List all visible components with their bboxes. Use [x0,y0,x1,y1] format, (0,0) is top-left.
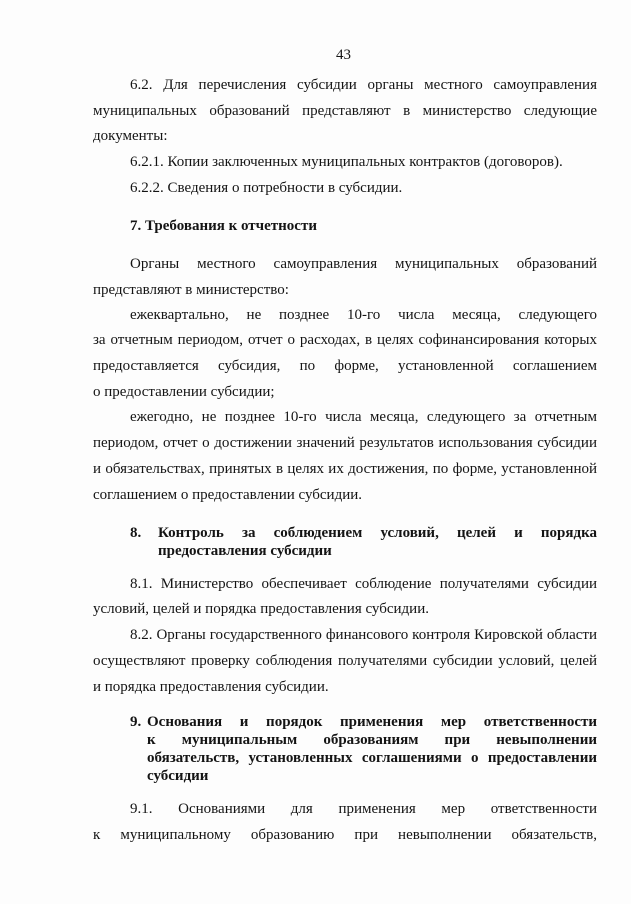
section-number: 9. [130,714,142,730]
section-heading: обязательств, установленных соглашениями о предоставлении [147,750,597,766]
section-heading: 7. Требования к отчетности [130,218,317,234]
text-line: и порядка предоставления субсидии. [93,679,329,695]
text-line: к муниципальному образованию при невыполнении обязательств, [93,827,597,843]
text-line: условий, целей и порядка предоставления субсидии. [93,601,429,617]
text-line: за отчетным периодом, отчет о расходах, в целях софинансирования которых [93,332,597,348]
section-heading: Основания и порядок применения мер ответственности [147,714,597,730]
text-line: и обязательствах, принятых в целях их достижения, по форме, установленной [93,461,597,477]
text-line: предоставляется субсидия, по форме, установленной соглашением [93,358,597,374]
text-line: документы: [93,128,168,144]
text-line: 6.2.1. Копии заключенных муниципальных контрактов (договоров). [130,154,563,170]
text-line: периодом, отчет о достижении значений результатов использования субсидии [93,435,597,451]
text-line: Органы местного самоуправления муниципальных образований [130,256,597,272]
text-line: 6.2. Для перечисления субсидии органы местного самоуправления [130,77,597,93]
text-line: представляют в министерство: [93,282,289,298]
section-heading: субсидии [147,768,209,784]
text-line: соглашением о предоставлении субсидии. [93,487,363,503]
text-line: ежегодно, не позднее 10-го числа месяца, следующего за отчетным [130,409,597,425]
section-heading: Контроль за соблюдением условий, целей и порядка [158,525,597,541]
section-heading: предоставления субсидии [158,543,332,559]
section-heading: к муниципальным образованиям при невыполнении [147,732,597,748]
text-line: осуществляют проверку соблюдения получателями субсидии условий, целей [93,653,597,669]
text-line: 8.1. Министерство обеспечивает соблюдение получателями субсидии [130,576,597,592]
page-number: 43 [336,47,351,63]
text-line: 9.1. Основаниями для применения мер ответственности [130,801,597,817]
text-line: муниципальных образований представляют в министерство следующие [93,103,597,119]
text-line: ежеквартально, не позднее 10-го числа месяца, следующего [130,307,597,323]
section-number: 8. [130,525,142,541]
text-line: 8.2. Органы государственного финансового контроля Кировской области [130,627,597,643]
text-line: 6.2.2. Сведения о потребности в субсидии. [130,180,403,196]
text-line: о предоставлении субсидии; [93,384,275,400]
